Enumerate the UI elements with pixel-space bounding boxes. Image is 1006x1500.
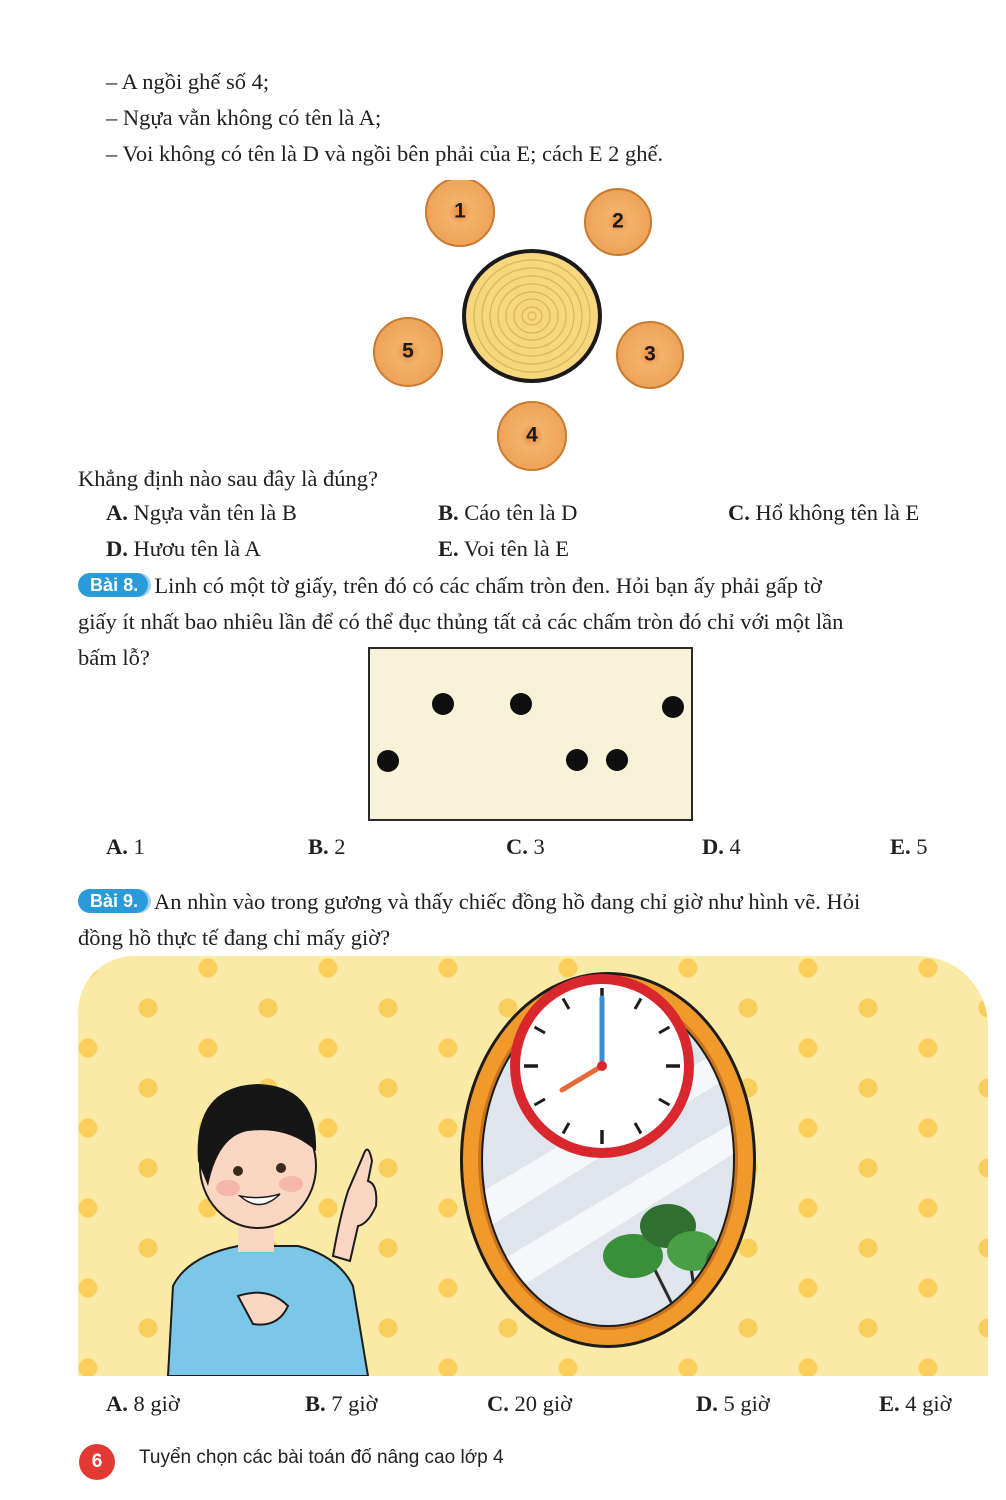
bai9-option-d[interactable]: D. 5 giờ [696,1391,770,1416]
bai8-option-e[interactable]: E. 5 [890,834,928,859]
bai9-text: Bài 9. An nhìn vào trong gương và thấy chiếc đồng hồ đang chỉ giờ như hình vẽ. Hỏi đồng hồ thực tế đang chỉ mấy giờ? [78,889,861,950]
condition-3: – Voi không có tên là D và ngồi bên phải của E; cách E 2 ghế. [106,141,664,166]
black-dot [566,749,588,771]
bai9-option-e[interactable]: E. 4 giờ [879,1391,952,1416]
q7-option-a[interactable]: A. Ngựa vằn tên là B [106,500,297,525]
seat-1: 1 [454,199,466,223]
question-prompt: Khẳng định nào sau đây là đúng? [78,466,378,491]
condition-2: – Ngựa vằn không có tên là A; [106,105,382,130]
bai8-option-d[interactable]: D. 4 [702,834,741,859]
book-title: Tuyển chọn các bài toán đố nâng cao lớp 4 [139,1447,504,1468]
bai8-option-c[interactable]: C. 3 [506,834,545,859]
seat-4: 4 [526,423,538,447]
q7-option-b[interactable]: B. Cáo tên là D [438,500,578,525]
mirror-scene [78,956,988,1376]
mirror-clock-illustration [78,956,988,1376]
black-dot [510,693,532,715]
paper-with-dots [368,647,693,821]
page-number-badge: 6 [79,1444,115,1480]
black-dot [377,750,399,772]
black-dot [662,696,684,718]
bai9-option-a[interactable]: A. 8 giờ [106,1391,180,1416]
seat-2: 2 [612,209,624,233]
black-dot [606,749,628,771]
bai9-option-c[interactable]: C. 20 giờ [487,1391,573,1416]
bai9-option-b[interactable]: B. 7 giờ [305,1391,378,1416]
bai8-badge: Bài 8. [78,573,148,597]
q7-option-d[interactable]: D. Hươu tên là A [106,536,261,561]
condition-1: – A ngồi ghế số 4; [106,69,270,94]
seat-3: 3 [644,342,656,366]
bai8-option-b[interactable]: B. 2 [308,834,346,859]
seating-figure [360,180,700,480]
bai8-text: Bài 8. Linh có một tờ giấy, trên đó có các chấm tròn đen. Hỏi bạn ấy phải gấp tờ giấy ít nhất bao nhiêu lần để có thể đục thủng tất cả các chấm tròn đó chỉ với một lần bấm lỗ? [78,573,844,670]
seat-5: 5 [402,339,414,363]
q7-option-e[interactable]: E. Voi tên là E [438,536,570,561]
black-dot [432,693,454,715]
bai9-badge: Bài 9. [78,889,148,913]
bai8-option-a[interactable]: A. 1 [106,834,145,859]
q7-option-c[interactable]: C. Hổ không tên là E [728,500,920,525]
